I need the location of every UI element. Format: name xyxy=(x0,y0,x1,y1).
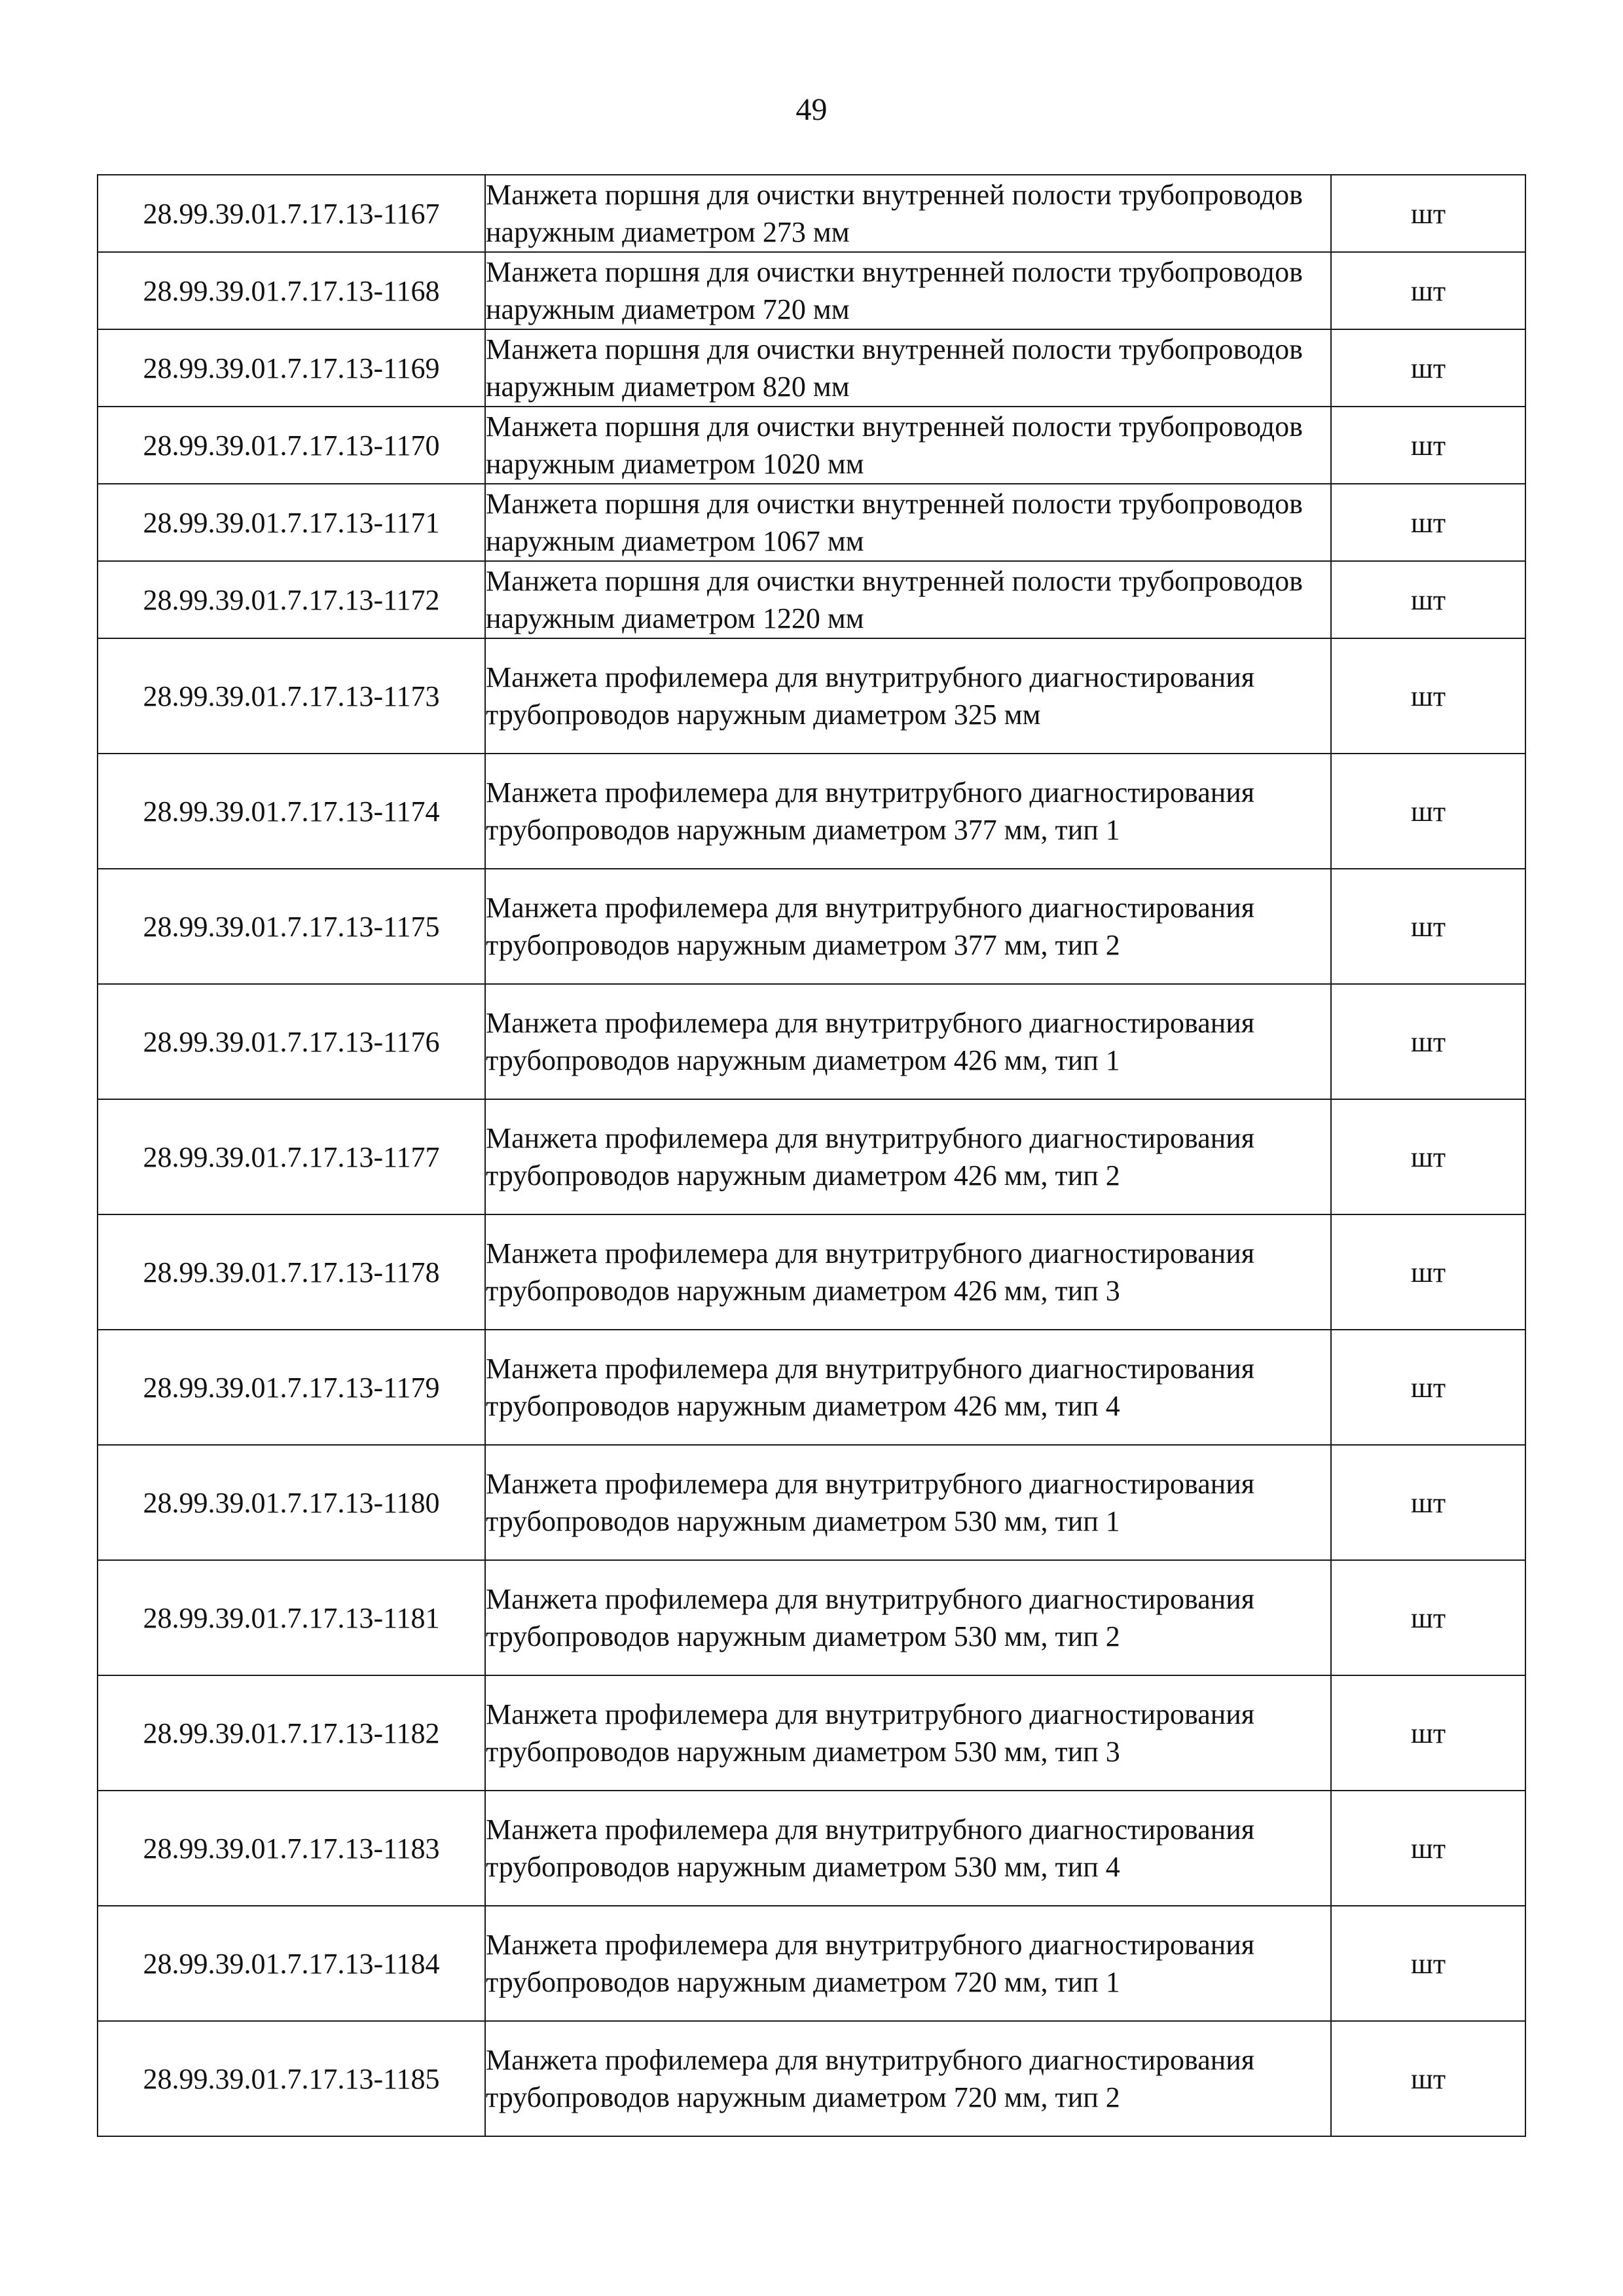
table-row xyxy=(98,1791,1525,1906)
resource-description: Манжета профилемера для внутритрубного диагностирования трубопроводов наружным диаметром 530 мм, тип 2 xyxy=(485,1560,1331,1675)
unit-of-measure: шт xyxy=(1331,175,1525,252)
resource-code: 28.99.39.01.7.17.13-1180 xyxy=(98,1445,485,1560)
table-row xyxy=(98,329,1525,407)
resource-code: 28.99.39.01.7.17.13-1167 xyxy=(98,175,485,252)
unit-of-measure: шт xyxy=(1331,1906,1525,2021)
table-row xyxy=(98,1214,1525,1330)
unit-of-measure: шт xyxy=(1331,252,1525,329)
resource-code: 28.99.39.01.7.17.13-1185 xyxy=(98,2021,485,2136)
table-row xyxy=(98,484,1525,561)
resource-description: Манжета поршня для очистки внутренней полости трубопроводов наружным диаметром 720 мм xyxy=(485,252,1331,329)
resource-description: Манжета профилемера для внутритрубного диагностирования трубопроводов наружным диаметром 426 мм, тип 4 xyxy=(485,1330,1331,1445)
table-row xyxy=(98,561,1525,638)
resource-code: 28.99.39.01.7.17.13-1173 xyxy=(98,638,485,754)
unit-of-measure: шт xyxy=(1331,754,1525,869)
resource-code: 28.99.39.01.7.17.13-1177 xyxy=(98,1099,485,1214)
table-row xyxy=(98,1906,1525,2021)
resource-description: Манжета профилемера для внутритрубного диагностирования трубопроводов наружным диаметром 720 мм, тип 2 xyxy=(485,2021,1331,2136)
unit-of-measure: шт xyxy=(1331,2021,1525,2136)
resource-description: Манжета поршня для очистки внутренней полости трубопроводов наружным диаметром 1220 мм xyxy=(485,561,1331,638)
table-row xyxy=(98,1445,1525,1560)
unit-of-measure: шт xyxy=(1331,1560,1525,1675)
table-row xyxy=(98,1560,1525,1675)
resource-code: 28.99.39.01.7.17.13-1174 xyxy=(98,754,485,869)
table-row xyxy=(98,1675,1525,1791)
table-row xyxy=(98,984,1525,1099)
resource-description: Манжета поршня для очистки внутренней полости трубопроводов наружным диаметром 273 мм xyxy=(485,175,1331,252)
table-row xyxy=(98,1330,1525,1445)
unit-of-measure: шт xyxy=(1331,1214,1525,1330)
unit-of-measure: шт xyxy=(1331,484,1525,561)
unit-of-measure: шт xyxy=(1331,1330,1525,1445)
table-row xyxy=(98,638,1525,754)
resource-description: Манжета профилемера для внутритрубного диагностирования трубопроводов наружным диаметром 720 мм, тип 1 xyxy=(485,1906,1331,2021)
unit-of-measure: шт xyxy=(1331,1445,1525,1560)
resource-code: 28.99.39.01.7.17.13-1168 xyxy=(98,252,485,329)
resource-code: 28.99.39.01.7.17.13-1181 xyxy=(98,1560,485,1675)
page-number: 49 xyxy=(795,92,828,127)
resources-table xyxy=(97,174,1526,2137)
table-row xyxy=(98,869,1525,984)
table-row xyxy=(98,175,1525,252)
unit-of-measure: шт xyxy=(1331,407,1525,484)
resource-description: Манжета профилемера для внутритрубного диагностирования трубопроводов наружным диаметром 530 мм, тип 1 xyxy=(485,1445,1331,1560)
resource-code: 28.99.39.01.7.17.13-1184 xyxy=(98,1906,485,2021)
resource-code: 28.99.39.01.7.17.13-1169 xyxy=(98,329,485,407)
table-row xyxy=(98,252,1525,329)
unit-of-measure: шт xyxy=(1331,1791,1525,1906)
resource-description: Манжета профилемера для внутритрубного диагностирования трубопроводов наружным диаметром 530 мм, тип 3 xyxy=(485,1675,1331,1791)
unit-of-measure: шт xyxy=(1331,984,1525,1099)
unit-of-measure: шт xyxy=(1331,1099,1525,1214)
resource-description: Манжета профилемера для внутритрубного диагностирования трубопроводов наружным диаметром 377 мм, тип 1 xyxy=(485,754,1331,869)
table-row xyxy=(98,1099,1525,1214)
unit-of-measure: шт xyxy=(1331,638,1525,754)
table-row xyxy=(98,407,1525,484)
resource-description: Манжета профилемера для внутритрубного диагностирования трубопроводов наружным диаметром 530 мм, тип 4 xyxy=(485,1791,1331,1906)
resource-code: 28.99.39.01.7.17.13-1172 xyxy=(98,561,485,638)
resource-code: 28.99.39.01.7.17.13-1183 xyxy=(98,1791,485,1906)
resource-description: Манжета поршня для очистки внутренней полости трубопроводов наружным диаметром 820 мм xyxy=(485,329,1331,407)
resource-description: Манжета профилемера для внутритрубного диагностирования трубопроводов наружным диаметром 426 мм, тип 2 xyxy=(485,1099,1331,1214)
resource-code: 28.99.39.01.7.17.13-1175 xyxy=(98,869,485,984)
resource-code: 28.99.39.01.7.17.13-1179 xyxy=(98,1330,485,1445)
unit-of-measure: шт xyxy=(1331,329,1525,407)
resource-description: Манжета профилемера для внутритрубного диагностирования трубопроводов наружным диаметром 426 мм, тип 3 xyxy=(485,1214,1331,1330)
resource-code: 28.99.39.01.7.17.13-1178 xyxy=(98,1214,485,1330)
table-row xyxy=(98,754,1525,869)
resource-code: 28.99.39.01.7.17.13-1170 xyxy=(98,407,485,484)
resource-description: Манжета поршня для очистки внутренней полости трубопроводов наружным диаметром 1067 мм xyxy=(485,484,1331,561)
table-row xyxy=(98,2021,1525,2136)
resource-description: Манжета профилемера для внутритрубного диагностирования трубопроводов наружным диаметром 426 мм, тип 1 xyxy=(485,984,1331,1099)
resource-description: Манжета профилемера для внутритрубного диагностирования трубопроводов наружным диаметром 377 мм, тип 2 xyxy=(485,869,1331,984)
resource-code: 28.99.39.01.7.17.13-1182 xyxy=(98,1675,485,1791)
unit-of-measure: шт xyxy=(1331,1675,1525,1791)
unit-of-measure: шт xyxy=(1331,869,1525,984)
resource-description: Манжета поршня для очистки внутренней полости трубопроводов наружным диаметром 1020 мм xyxy=(485,407,1331,484)
unit-of-measure: шт xyxy=(1331,561,1525,638)
resource-description: Манжета профилемера для внутритрубного диагностирования трубопроводов наружным диаметром 325 мм xyxy=(485,638,1331,754)
resource-code: 28.99.39.01.7.17.13-1171 xyxy=(98,484,485,561)
resource-code: 28.99.39.01.7.17.13-1176 xyxy=(98,984,485,1099)
